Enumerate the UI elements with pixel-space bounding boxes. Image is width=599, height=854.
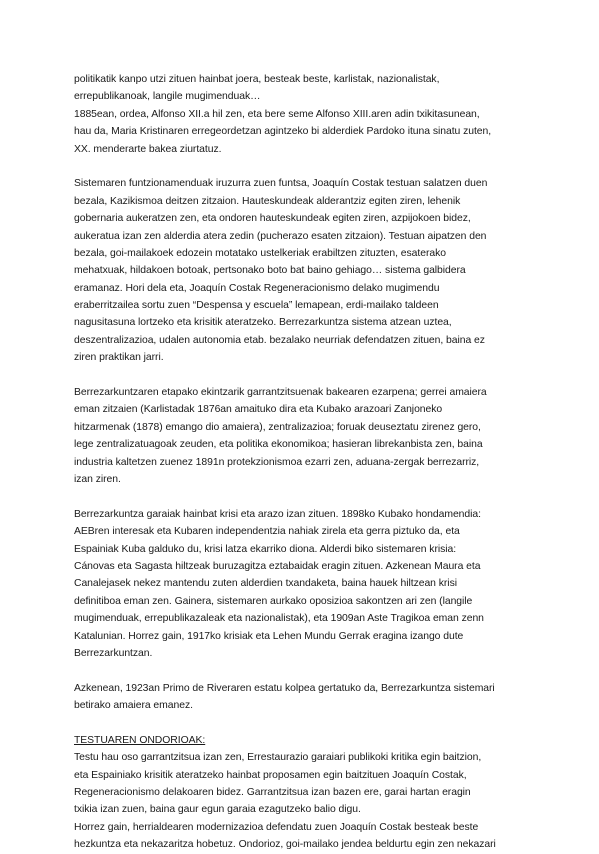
- document-body: [74, 71, 534, 854]
- text-line: Azkenean, 1923an Primo de Riveraren estatu kolpea gertatuko da, Berrezarkuntza sistemari: [74, 682, 495, 694]
- text-line: Katalunian. Horrez gain, 1917ko krisiak eta Lehen Mundu Gerrak eragina izango dute: [74, 630, 464, 642]
- text-line: nagusitasuna lortzeko eta krisitik ateratzeko. Berrezarkuntza sistema atzean uztea,: [74, 317, 452, 329]
- text-line: Testu hau oso garrantzitsua izan zen, Errestaurazio garaiari publikoki kritika egin baitzion,: [74, 752, 482, 764]
- text-line: hau da, Maria Kristinaren erregeordetzan agintzeko bi alderdiek Pardoko ituna sinatu zuten,: [74, 126, 492, 138]
- conclusion-section: [74, 732, 534, 854]
- text-line: Horrez gain, herrialdearen modernizazioa defendatu zuen Joaquín Costak besteak beste: [74, 821, 479, 833]
- text-line: izan ziren.: [74, 473, 121, 485]
- section-heading: TESTUAREN ONDORIOAK:: [74, 734, 206, 746]
- paragraph-gap: [74, 158, 534, 175]
- paragraph-gap: [74, 714, 534, 731]
- paragraph: [74, 175, 534, 366]
- text-line: gobernaria aukeratzen zen, eta ondoren hauteskundeak egiten ziren, azpijokoen bidez,: [74, 213, 471, 225]
- text-line: hitzarmenak (1878) emango dio amaiera), zentralizazioa; foruak deuseztatu zirenez gero,: [74, 421, 481, 433]
- text-line: industria kaltetzen zuenez 1891n protekzionismoa ezarri zen, aduana-zergak berrezarriz,: [74, 456, 480, 468]
- paragraph: [74, 384, 534, 488]
- text-line: mugimenduak, errepublikazaleak eta nazionalistak), eta 1909an Aste Tragikoa eman zenn: [74, 613, 484, 625]
- text-line: eraberritzailea sortu zuen “Despensa y escuela” lemapean, erdi-mailako taldeen: [74, 300, 439, 312]
- text-line: mehatxuak, hildakoen botoak, pertsonako boto bat baino gehiago… sistema galbidera: [74, 265, 466, 277]
- paragraph-gap: [74, 662, 534, 679]
- paragraph-gap: [74, 488, 534, 505]
- text-line: Espainiak Kuba galduko du, krisi latza ekarriko diona. Alderdi biko sistemaren krisia:: [74, 543, 457, 555]
- text-line: eta Espainiako krisitik ateratzeko hainbat proposamen egin baitzituen Joaquín Costak,: [74, 769, 467, 781]
- text-line: lege zentralizatuagoak zeuden, eta politika ekonomikoa; hasieran librekanbista zen, baina: [74, 439, 483, 451]
- paragraph: [74, 680, 534, 715]
- text-line: txikia izan zuen, baina gaur egun garaia ezagutzeko balio digu.: [74, 804, 361, 816]
- paragraph: [74, 71, 534, 158]
- text-line: XX. menderarte bakea ziurtatuz.: [74, 143, 222, 155]
- text-line: Sistemaren funtzionamenduak iruzurra zuen funtsa, Joaquín Costak testuan salatzen duen: [74, 178, 488, 190]
- text-line: Canalejasek nekez mantendu zuten alderdien txandaketa, baina hauek hiltzean krisi: [74, 578, 457, 590]
- text-line: Berrezarkuntza garaiak hainbat krisi eta arazo izan zituen. 1898ko Kubako hondamendia:: [74, 508, 481, 520]
- text-line: deszentralizazioa, udalen autonomia etab. bezalako neurriak defendatzen zituen, baina ez: [74, 334, 485, 346]
- text-line: Cánovas eta Sagasta hiltzeak buruzagitza eztabaidak eragin zituen. Azkenean Maura eta: [74, 560, 481, 572]
- text-line: bezala, goi-mailakoek edozein motatako ustelkeriak erabiltzen zituzten, esaterako: [74, 247, 446, 259]
- text-line: politikatik kanpo utzi zituen hainbat joera, besteak beste, karlistak, nazionalistak,: [74, 74, 440, 85]
- text-line: betirako amaiera emanez.: [74, 700, 193, 712]
- text-line: errepublikanoak, langile mugimenduak…: [74, 91, 261, 103]
- text-line: Regeneracionismo delakoaren bidez. Garrantzitsua izan bazen ere, garai hartan eragin: [74, 787, 471, 799]
- text-line: definitiboa eman zen. Gainera, sistemaren aurkako oposizioa sakontzen ari zen (langile: [74, 595, 473, 607]
- text-line: Berrezarkuntzan.: [74, 647, 153, 659]
- text-line: Berrezarkuntzaren etapako ekintzarik garrantzitsuenak bakearen ezarpena; gerrei amaiera: [74, 387, 487, 399]
- text-line: hezkuntza eta nekazaritza hobetuz. Ondorioz, goi-mailako jendea beldurtu egin zen nekazari: [74, 839, 496, 851]
- text-line: eramanaz. Hori dela eta, Joaquín Costak Regeneracionismo delako mugimendu: [74, 282, 440, 294]
- text-line: eman zitzaien (Karlistadak 1876an amaituko dira eta Kubako arazoari Zanjoneko: [74, 404, 443, 416]
- text-line: 1885ean, ordea, Alfonso XII.a hil zen, eta bere seme Alfonso XIII.aren adin txikitasunean,: [74, 108, 480, 120]
- text-line: ziren praktikan jarri.: [74, 352, 164, 364]
- text-line: AEBren interesak eta Kubaren independentzia nahiak zirela eta gerra piztuko da, eta: [74, 526, 460, 538]
- paragraph: [74, 506, 534, 663]
- text-line: aukeratua izan zen alderdia atera zedin (pucherazo esaten zitzaion). Testuan aipatzen den: [74, 230, 487, 242]
- paragraph-gap: [74, 367, 534, 384]
- text-line: bezala, Kazikismoa deitzen zitzaion. Hauteskundeak alderantziz egiten ziren, lehenik: [74, 195, 461, 207]
